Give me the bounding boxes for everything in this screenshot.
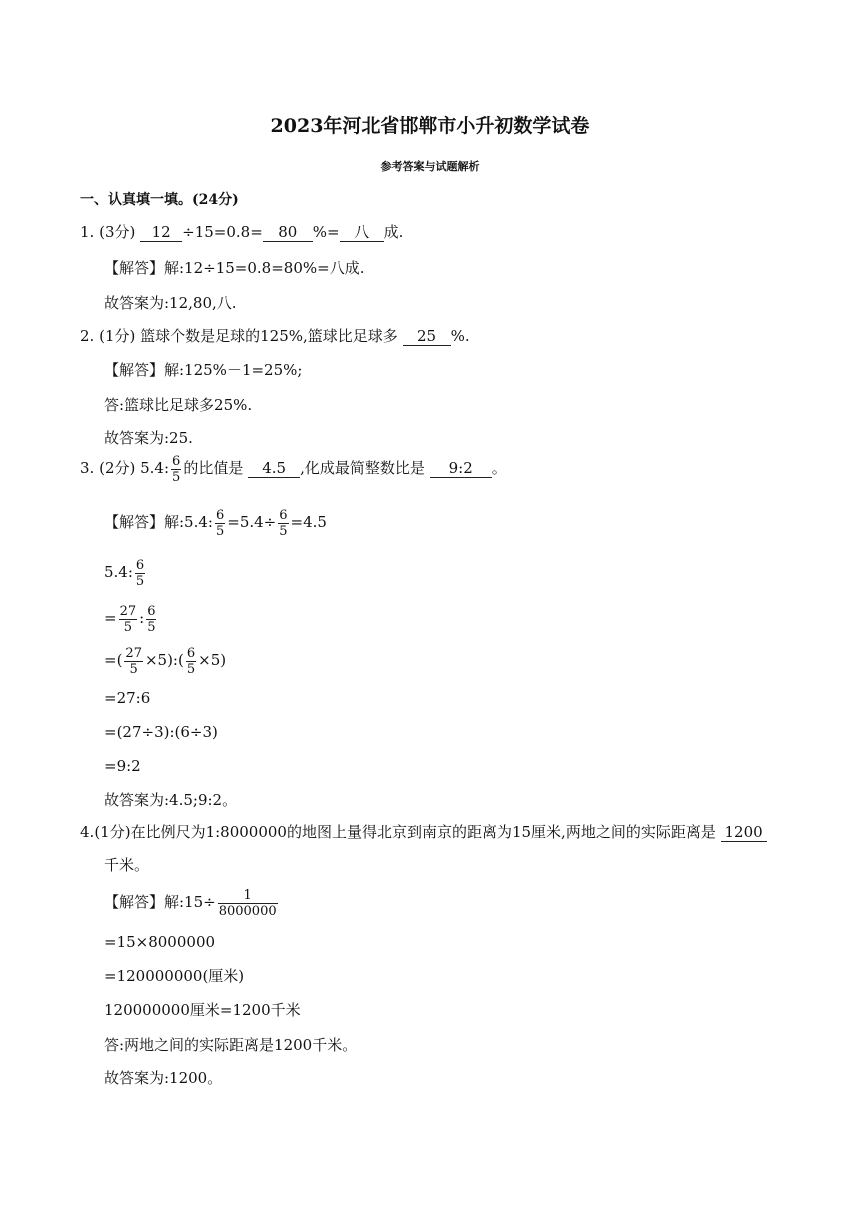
fraction xyxy=(146,604,156,635)
step-text: ×5):( xyxy=(144,651,184,669)
solution-end: =4.5 xyxy=(290,513,327,531)
denominator: 5 xyxy=(215,523,225,539)
denominator: 5 xyxy=(186,661,196,677)
question-1 xyxy=(80,222,403,242)
question-score: (1分) xyxy=(99,327,136,345)
solution-middle: =5.4÷ xyxy=(227,513,277,531)
question-text: 5.4: xyxy=(140,459,170,477)
answer-blank: 4.5 xyxy=(248,459,300,478)
solution-step: =15×8000000 xyxy=(104,933,216,951)
solution-text: 【解答】解:125%－1=25%; xyxy=(104,361,303,379)
question-text: ,化成最简整数比是 xyxy=(300,459,425,477)
reply-text: 答:两地之间的实际距离是1200千米。 xyxy=(104,1036,358,1054)
answer-text: 故答案为:12,80,八. xyxy=(104,294,237,312)
fraction xyxy=(171,454,181,485)
solution-text xyxy=(104,882,280,922)
question-text: 的比值是 xyxy=(183,459,244,477)
question-text: 。 xyxy=(491,459,507,477)
question-text: %. xyxy=(450,327,470,345)
denominator: 5 xyxy=(279,523,288,539)
answer-text: 故答案为:25. xyxy=(104,429,193,447)
fraction xyxy=(135,558,145,589)
denominator: 5 xyxy=(123,619,132,635)
question-score: (2分) xyxy=(99,459,136,477)
solution-step: =9:2 xyxy=(104,757,141,775)
denominator: 5 xyxy=(135,573,145,589)
fraction xyxy=(215,508,225,539)
numerator: 6 xyxy=(147,603,156,619)
numerator: 6 xyxy=(279,507,288,523)
solution-prefix: 【解答】解:5.4: xyxy=(104,513,213,531)
question-text: 千米。 xyxy=(104,856,150,874)
solution-text: 【解答】解:12÷15=0.8=80%=八成. xyxy=(104,259,365,277)
numerator: 6 xyxy=(172,453,181,469)
numerator: 6 xyxy=(215,507,225,523)
numerator: 6 xyxy=(186,645,196,661)
question-4 xyxy=(80,822,767,842)
fraction xyxy=(186,646,196,677)
denominator: 5 xyxy=(147,619,156,635)
solution-step: 120000000厘米=1200千米 xyxy=(104,1001,301,1019)
denominator: 5 xyxy=(129,661,138,677)
question-number: 4. xyxy=(80,823,95,841)
answer-blank: 9:2 xyxy=(430,459,492,478)
question-text: %= xyxy=(312,223,340,241)
question-text: 在比例尺为1:8000000的地图上量得北京到南京的距离为15厘米,两地之间的实际距离是 xyxy=(130,823,716,841)
denominator: 5 xyxy=(172,469,181,485)
solution-text xyxy=(104,502,327,542)
answer-blank: 80 xyxy=(263,223,313,242)
question-number: 3. xyxy=(80,459,95,477)
document-subtitle: 参考答案与试题解析 xyxy=(380,160,480,173)
document-title: 2023年河北省邯郸市小升初数学试卷 xyxy=(270,115,590,137)
answer-blank: 1200 xyxy=(721,823,767,842)
numerator: 1 xyxy=(218,888,278,904)
answer-text: 故答案为:1200。 xyxy=(104,1069,223,1087)
question-text: 成. xyxy=(383,223,404,241)
numerator: 6 xyxy=(135,557,145,573)
question-text: 篮球个数是足球的125%,篮球比足球多 xyxy=(140,327,398,345)
question-2 xyxy=(80,326,470,346)
step-text: = xyxy=(104,609,117,627)
step-text: : xyxy=(139,609,145,627)
step-text: ×5) xyxy=(198,651,227,669)
fraction xyxy=(124,646,143,677)
reply-text: 答:篮球比足球多25%. xyxy=(104,396,253,414)
step-text: =( xyxy=(104,651,123,669)
solution-step xyxy=(104,552,147,592)
solution-step: =120000000(厘米) xyxy=(104,967,245,985)
answer-blank: 25 xyxy=(403,327,451,346)
question-score: (3分) xyxy=(99,223,136,241)
answer-text: 故答案为:4.5;9:2。 xyxy=(104,791,238,809)
question-text: ÷15=0.8= xyxy=(182,223,263,241)
fraction xyxy=(119,604,138,635)
fraction xyxy=(218,888,278,919)
fraction xyxy=(278,508,288,539)
numerator: 27 xyxy=(119,603,137,619)
answer-blank: 八 xyxy=(340,223,384,242)
solution-step xyxy=(104,640,226,680)
question-3 xyxy=(80,448,507,488)
step-text: 5.4: xyxy=(104,563,133,581)
question-number: 1. xyxy=(80,223,95,241)
numerator: 27 xyxy=(125,645,142,661)
denominator: 8000000 xyxy=(218,903,277,919)
solution-step: =(27÷3):(6÷3) xyxy=(104,723,218,741)
question-score: (1分) xyxy=(94,823,131,841)
solution-step xyxy=(104,598,158,638)
section-heading: 一、认真填一填。(24分) xyxy=(80,192,239,208)
solution-step: =27:6 xyxy=(104,689,151,707)
solution-prefix: 【解答】解:15÷ xyxy=(104,893,216,911)
answer-blank: 12 xyxy=(140,223,182,242)
question-number: 2. xyxy=(80,327,95,345)
